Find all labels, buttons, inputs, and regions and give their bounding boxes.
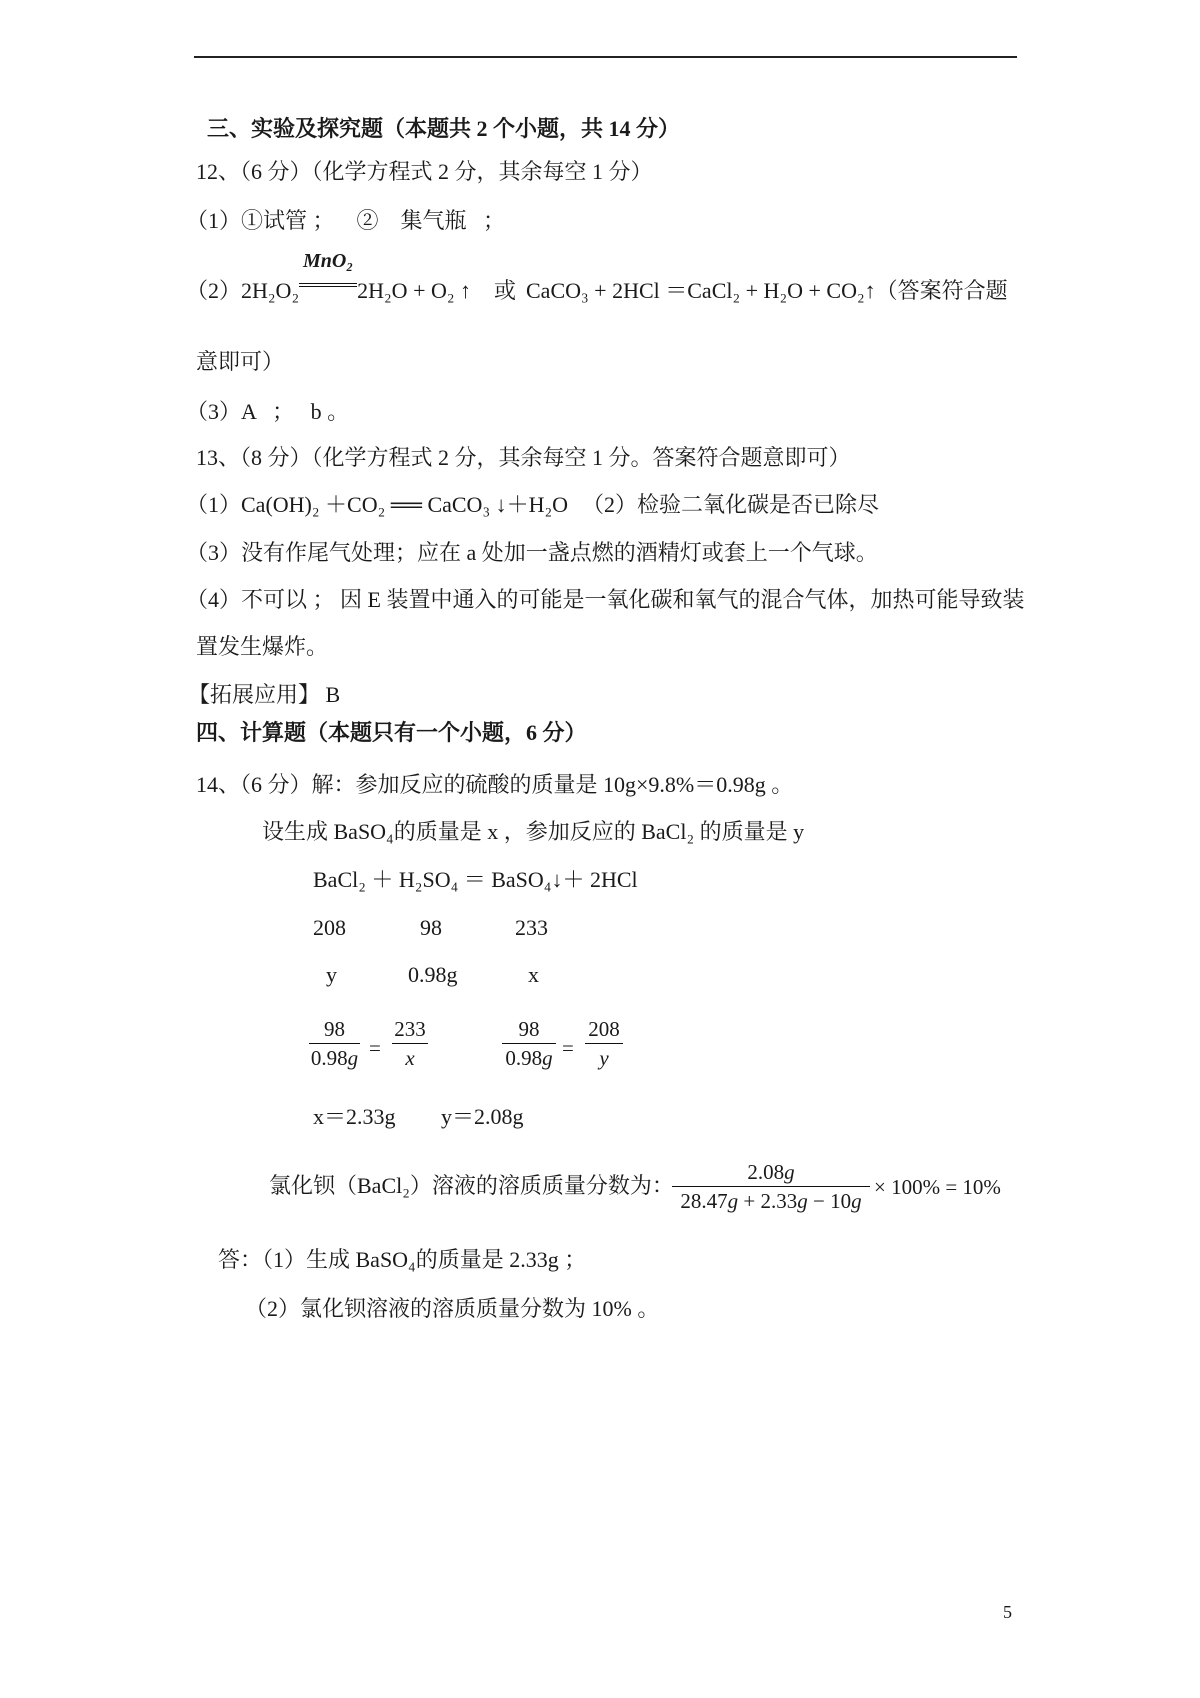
- header-rule: [194, 56, 1017, 58]
- fraction-numerator: 98: [518, 1017, 540, 1041]
- math-variable: y: [599, 1046, 609, 1070]
- math-variable: g: [784, 1160, 795, 1184]
- q13-answer-3: （3）没有作尾气处理；应在 a 处加一盏点燃的酒精灯或套上一个气球。: [186, 540, 878, 565]
- fraction-denominator: [405, 1044, 414, 1070]
- q14-assumption: 设生成 BaSO₄的质量是 x ，参加反应的 BaCl₂ 的质量是 y: [262, 819, 805, 844]
- q13-answer-2: （2）检验二氧化碳是否已除尽: [582, 492, 880, 517]
- section-3-heading: 三、实验及探究题（本题共 2 个小题，共 14 分）: [207, 116, 681, 141]
- q12-answer-3: （3）A ； b 。: [186, 399, 350, 424]
- or-label: 或: [494, 278, 517, 303]
- q12-answer-2-continuation: 意即可）: [196, 349, 285, 374]
- q14-equation: BaCl₂ ＋ H₂SO₄ ＝ BaSO₄↓＋ 2HCl: [313, 867, 638, 892]
- fraction-numerator: 2.08g: [747, 1160, 795, 1184]
- q13-answer-4: （4）不可以 ； 因 E 装置中通入的可能是一氧化碳和氧气的混合气体，加热可能导致装: [186, 587, 1025, 612]
- relative-mass-baso4: 233: [515, 915, 548, 940]
- relative-mass-h2so4: 98: [420, 915, 442, 940]
- result-x: x＝2.33g: [313, 1104, 396, 1129]
- fraction-denominator: 28.47g + 2.33g − 10g: [680, 1189, 862, 1213]
- proportion-2-right-fraction: [585, 1017, 623, 1070]
- q13-answer-1: （1）Ca(OH)₂ ＋CO₂ ══ CaCO₃ ↓＋H₂O: [186, 492, 569, 517]
- fraction-numerator: 233: [394, 1017, 426, 1041]
- fraction-denominator: 0.98g: [310, 1046, 359, 1070]
- catalyst-label: MnO₂: [302, 250, 354, 272]
- equation-products: 2H₂O + O₂ ↑: [357, 278, 472, 303]
- fraction-numerator: 98: [324, 1017, 345, 1041]
- math-variable: g: [797, 1189, 808, 1213]
- math-variable: x: [405, 1046, 415, 1070]
- proportion-1-left-fraction: [309, 1017, 360, 1070]
- q12-answer-2-equation: [186, 249, 471, 304]
- mass-fraction: [672, 1160, 870, 1213]
- section-4-heading: 四、计算题（本题只有一个小题，6 分）: [196, 720, 587, 745]
- proportion-1-right-fraction: [392, 1017, 428, 1070]
- mass-fraction-label: 氯化钡（BaCl₂）溶液的溶质质量分数为：: [269, 1173, 674, 1198]
- q12-answer-2-alternative: CaCO₃ + 2HCl ＝CaCl₂ + H₂O + CO₂↑（答案符合题: [526, 278, 1008, 303]
- proportion-2-left-fraction: [502, 1017, 556, 1070]
- fraction-denominator: [599, 1044, 608, 1070]
- quantity-h2so4: 0.98g: [408, 962, 458, 987]
- catalyst-condition: [299, 251, 357, 304]
- math-variable: g: [851, 1189, 862, 1213]
- final-answer-2: （2）氯化钡溶液的溶质质量分数为 10% 。: [245, 1296, 660, 1321]
- q14-intro: 14、（6 分）解：参加反应的硫酸的质量是 10g×9.8%＝0.98g 。: [196, 772, 794, 797]
- q12-header: 12、（6 分）（化学方程式 2 分，其余每空 1 分）: [196, 159, 653, 184]
- result-y: y＝2.08g: [441, 1104, 524, 1129]
- math-variable: g: [347, 1046, 359, 1070]
- math-variable: g: [727, 1189, 739, 1213]
- equation-reactant: （2）2H₂O₂: [186, 278, 300, 303]
- reaction-equals-line: [299, 283, 357, 287]
- q13-header: 13、（8 分）（化学方程式 2 分，其余每空 1 分。答案符合题意即可）: [196, 445, 851, 470]
- quantity-baso4: x: [528, 962, 539, 987]
- q13-answer-4-continuation: 置发生爆炸。: [196, 634, 329, 659]
- page-number: 5: [1003, 1602, 1012, 1622]
- mass-fraction-result: × 100% = 10%: [874, 1175, 1001, 1199]
- q13-extension: 【拓展应用】 B: [188, 682, 341, 707]
- final-answer-1: 答：（1）生成 BaSO₄的质量是 2.33g ；: [218, 1247, 587, 1272]
- proportion-1-equals: =: [369, 1036, 381, 1060]
- q12-answer-1: （1）①试管 ； ② 集气瓶 ；: [186, 208, 506, 233]
- proportion-2-equals: =: [562, 1036, 574, 1060]
- math-variable: g: [542, 1046, 553, 1070]
- fraction-denominator: 0.98g: [505, 1046, 553, 1070]
- fraction-numerator: 208: [588, 1017, 620, 1041]
- quantity-bacl2: y: [326, 962, 337, 987]
- relative-mass-bacl2: 208: [313, 915, 346, 940]
